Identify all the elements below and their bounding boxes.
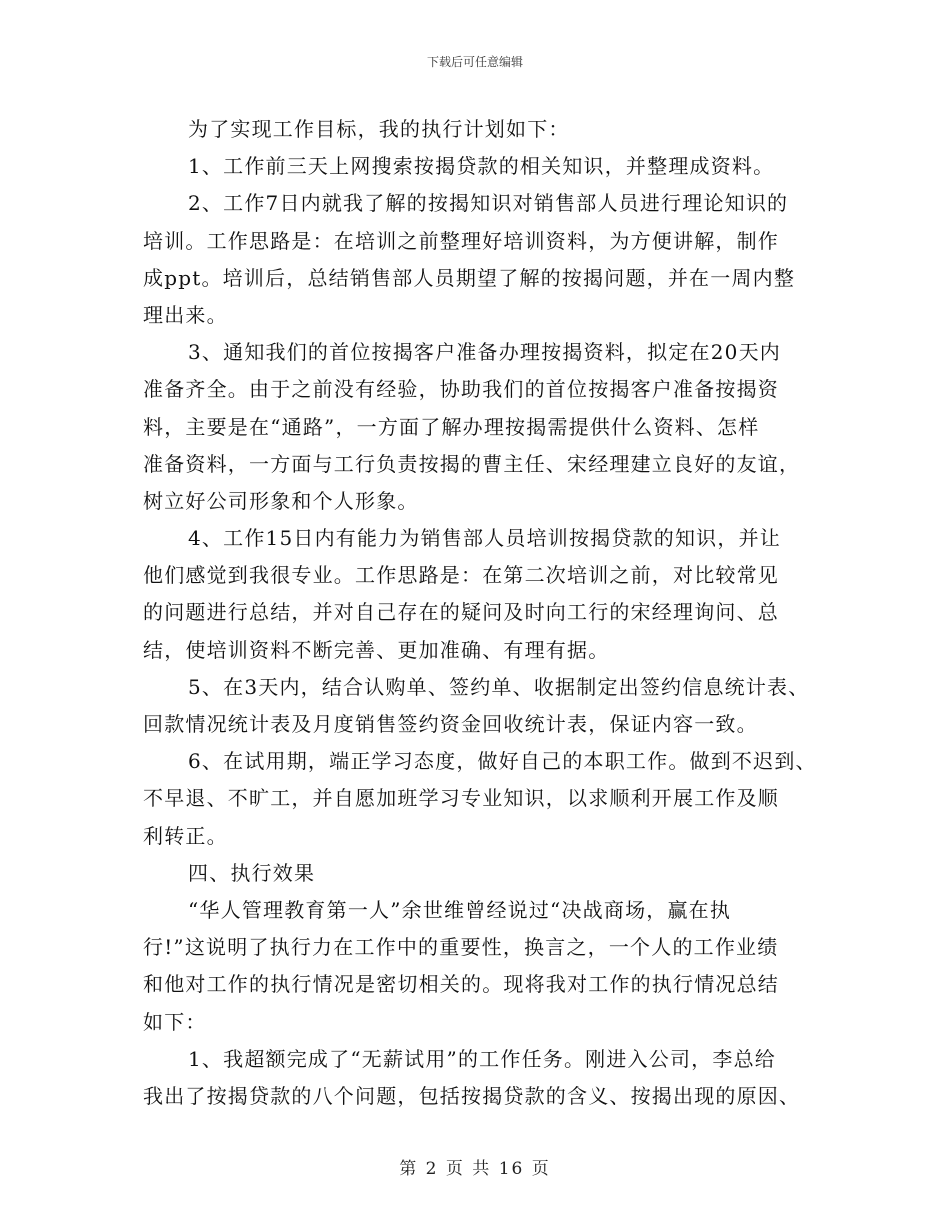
text-line: 准备齐全。由于之前没有经验，协助我们的首位按揭客户准备按揭资 (143, 377, 779, 402)
text-line: 成ppt。培训后，总结销售部人员期望了解的按揭问题，并在一周内整 (143, 265, 796, 290)
text-line: 和他对工作的执行情况是密切相关的。现将我对工作的执行情况总结 (143, 972, 779, 997)
document-body (143, 111, 828, 1115)
text-line: 结，使培训资料不断完善、更加准确、有理有据。 (143, 637, 610, 662)
text-line: 树立好公司形象和个人形象。 (143, 488, 419, 513)
text-line: 理出来。 (143, 302, 228, 327)
text-line: 我出了按揭贷款的八个问题，包括按揭贷款的含义、按揭出现的原因、 (143, 1083, 801, 1108)
text-line: 他们感觉到我很专业。工作思路是：在第二次培训之前，对比较常见 (143, 563, 779, 588)
text-line: 3、通知我们的首位按揭客户准备办理按揭资料，拟定在20天内 (188, 340, 781, 365)
text-line: 培训。工作思路是：在培训之前整理好培训资料，为方便讲解，制作 (143, 228, 779, 253)
text-line: 利转正。 (143, 823, 228, 848)
text-line: 如下： (143, 1009, 207, 1034)
text-line: 回款情况统计表及月度销售签约资金回收统计表，保证内容一致。 (143, 712, 758, 736)
text-line: 5、在3天内，结合认购单、签约单、收据制定出签约信息统计表、 (188, 674, 810, 699)
text-line: 为了实现工作目标，我的执行计划如下： (188, 117, 570, 141)
text-line: 1、工作前三天上网搜索按揭贷款的相关知识，并整理成资料。 (188, 154, 775, 179)
page-footer: 第 2 页 共 16 页 (399, 1159, 551, 1179)
text-line: 的问题进行总结，并对自己存在的疑问及时向工行的宋经理询问、总 (143, 600, 779, 625)
text-line: 1、我超额完成了“无薪试用”的工作任务。刚进入公司，李总给 (188, 1046, 776, 1071)
text-line: 不早退、不旷工，并自愿加班学习专业知识，以求顺利开展工作及顺 (143, 786, 779, 811)
text-line: 4、工作15日内有能力为销售部人员培训按揭贷款的知识，并让 (188, 526, 781, 551)
text-line: 行!”这说明了执行力在工作中的重要性，换言之，一个人的工作业绩 (143, 935, 779, 960)
text-line: “华人管理教育第一人”余世维曾经说过“决战商场，赢在执 (188, 897, 732, 922)
page-header: 下载后可任意编辑 (426, 55, 523, 69)
text-line: 料，主要是在“通路”，一方面了解办理按揭需提供什么资料、怎样 (143, 414, 760, 439)
text-line: 准备资料，一方面与工行负责按揭的曹主任、宋经理建立良好的友谊， (143, 451, 801, 476)
section-heading: 四、执行效果 (188, 860, 316, 885)
text-line: 2、工作7日内就我了解的按揭知识对销售部人员进行理论知识的 (188, 191, 789, 216)
text-line: 6、在试用期，端正学习态度，做好自己的本职工作。做到不迟到、 (188, 749, 817, 774)
